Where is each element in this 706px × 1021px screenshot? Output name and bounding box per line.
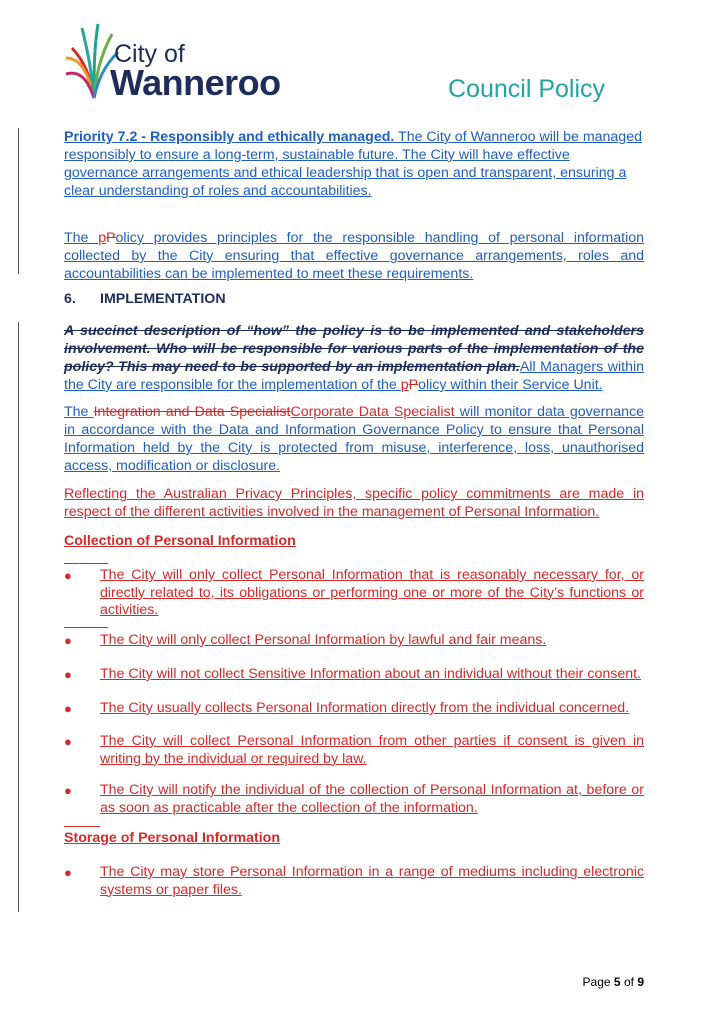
- section-number: 6.: [64, 291, 76, 307]
- logo-wanneroo: Wanneroo: [110, 62, 281, 103]
- deleted-text: P: [106, 230, 116, 246]
- inserted-text: p: [98, 230, 107, 246]
- format-mark: [64, 627, 108, 628]
- list-item: ● The City will only collect Personal Information that is reasonably necessary for, or directly related to, its obligations or performing one or more of the City’s functions or activities.: [64, 567, 644, 618]
- change-bar: [18, 128, 19, 274]
- bullet-icon: ●: [64, 568, 72, 583]
- priority-text: The City of Wanneroo will be managed responsibly to ensure a long-term, sustainable future. The City will have effective governance arrangements and ethical leadership that is open and transparent, ensuring a clear understanding of roles and accountabilities.: [64, 129, 642, 199]
- deleted-text: Integration and Data Specialist: [93, 404, 291, 420]
- list-item: ● The City will not collect Sensitive Information about an individual without their consent.: [64, 666, 641, 682]
- data-specialist-paragraph: The Integration and Data SpecialistCorporate Data Specialist will monitor data governance in accordance with the Data and Information Governance Policy to ensure that Personal Information held by the City is protected from misuse, interference, loss, unauthorised access, modification or disclosure.: [64, 404, 644, 474]
- priority-paragraph: [64, 128, 644, 200]
- section-title: IMPLEMENTATION: [100, 291, 226, 307]
- city-logo: [64, 18, 294, 102]
- purpose-paragraph: The pPolicy provides principles for the responsible handling of personal information collected by the City ensuring that effective governance arrangements, roles and accountabilities can be implemented to meet these requirements.: [64, 230, 644, 282]
- change-bar: [18, 322, 19, 912]
- list-item: ● The City will notify the individual of the collection of Personal Information at, before or as soon as practicable after the collection of the information.: [64, 782, 644, 816]
- storage-heading: Storage of Personal Information: [64, 830, 280, 846]
- bullet-icon: ●: [64, 783, 72, 798]
- inserted-text: Corporate Data Specialist: [290, 404, 455, 420]
- implementation-paragraph: A succinct description of “how” the policy is to be implemented and stakeholders involvement. Who will be responsible for various parts of the implementation of the policy? This may need to be supported by an implementation plan.All Managers within the City are responsible for the implementation of the pPolicy within their Service Unit.: [64, 323, 644, 393]
- bullet-icon: ●: [64, 734, 72, 749]
- list-item: ● The City may store Personal Information in a range of mediums including electronic systems or paper files.: [64, 864, 644, 898]
- page-footer: Page 5 of 9: [582, 975, 644, 989]
- format-mark: [64, 826, 100, 827]
- list-item: ● The City will collect Personal Information from other parties if consent is given in writing by the individual or required by law.: [64, 733, 644, 767]
- document-type-title: Council Policy: [448, 75, 606, 103]
- format-mark: [64, 563, 108, 564]
- deleted-text: A succinct description of “how” the policy is to be implemented and stakeholders involvement. Who will be responsible for various parts of the implementation of the policy? This may need to be supported by an implementation plan.: [64, 323, 644, 375]
- bullet-icon: ●: [64, 701, 72, 716]
- collection-heading: Collection of Personal Information: [64, 533, 296, 549]
- bullet-icon: ●: [64, 633, 72, 648]
- list-item: ● The City will only collect Personal Information by lawful and fair means.: [64, 632, 547, 648]
- bullet-icon: ●: [64, 667, 72, 682]
- privacy-principles-paragraph: Reflecting the Australian Privacy Principles, specific policy commitments are made in respect of the different activities involved in the management of Personal Information.: [64, 486, 644, 520]
- bullet-icon: ●: [64, 865, 72, 880]
- page-total: 9: [637, 975, 644, 989]
- list-item: ● The City usually collects Personal Information directly from the individual concerned.: [64, 700, 630, 716]
- priority-label: Priority 7.2 - Responsibly and ethically managed.: [64, 129, 395, 145]
- page-number: 5: [613, 975, 621, 989]
- logo-city-of: City of: [114, 40, 185, 68]
